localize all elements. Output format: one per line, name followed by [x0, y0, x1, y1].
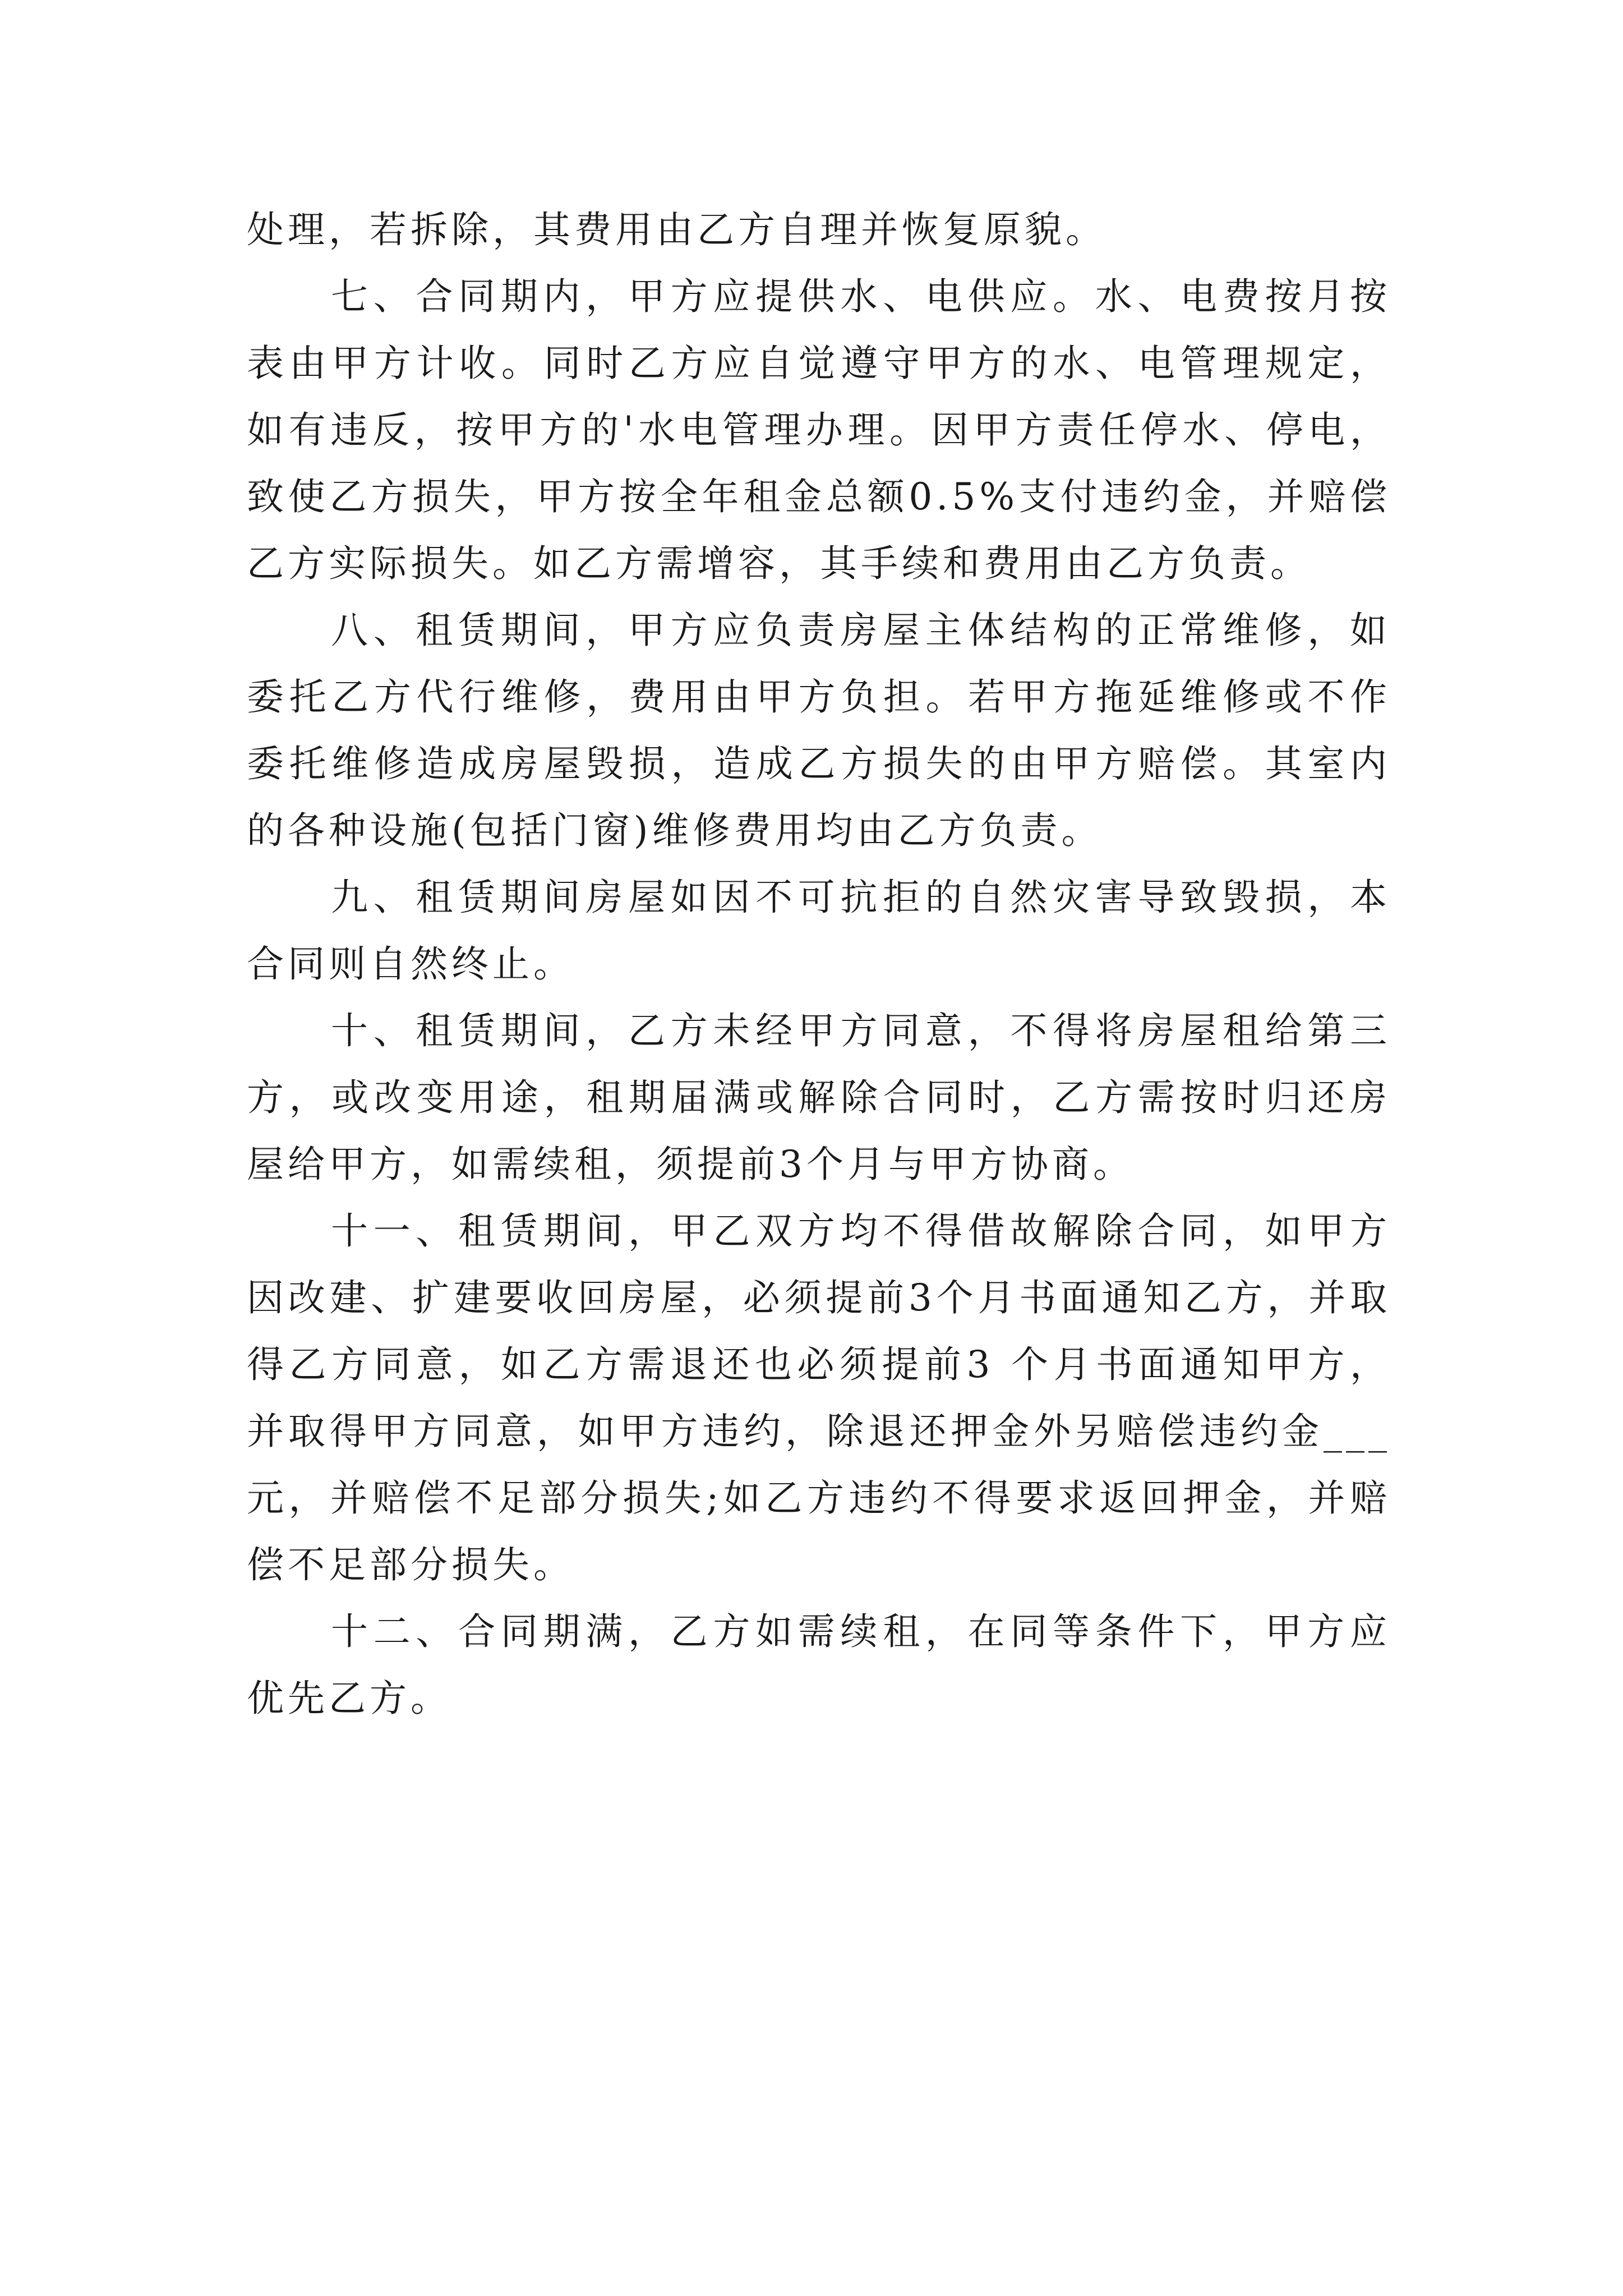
document-body	[247, 196, 1391, 1732]
paragraph-clause-11: 十一、租赁期间，甲乙双方均不得借故解除合同，如甲方因改建、扩建要收回房屋，必须提前3个月书面通知乙方，并取得乙方同意，如乙方需退还也必须提前3 个月书面通知甲方，并取得甲方同意，如甲方违约，除退还押金外另赔偿违约金___元，并赔偿不足部分损失;如乙方违约不得要求返回押金，并赔偿不足部分损失。	[247, 1209, 1391, 1586]
paragraph-clause-10: 十、租赁期间，乙方未经甲方同意，不得将房屋租给第三方，或改变用途，租期届满或解除合同时，乙方需按时归还房屋给甲方，如需续租，须提前3个月与甲方协商。	[247, 1009, 1391, 1186]
paragraph-clause-9: 九、租赁期间房屋如因不可抗拒的自然灾害导致毁损，本合同则自然终止。	[247, 876, 1391, 986]
paragraph-continuation: 处理，若拆除，其费用由乙方自理并恢复原貌。	[247, 208, 1106, 251]
paragraph-clause-8: 八、租赁期间，甲方应负责房屋主体结构的正常维修，如委托乙方代行维修，费用由甲方负担。若甲方拖延维修或不作委托维修造成房屋毁损，造成乙方损失的由甲方赔偿。其室内的各种设施(包括门窗)维修费用均由乙方负责。	[247, 609, 1391, 852]
paragraph-clause-12: 十二、合同期满，乙方如需续租，在同等条件下，甲方应优先乙方。	[247, 1610, 1391, 1720]
paragraph-clause-7: 七、合同期内，甲方应提供水、电供应。水、电费按月按表由甲方计收。同时乙方应自觉遵守甲方的水、电管理规定，如有违反，按甲方的'水电管理办理。因甲方责任停水、停电，致使乙方损失，甲方按全年租金总额0.5%支付违约金，并赔偿乙方实际损失。如乙方需增容，其手续和费用由乙方负责。	[247, 275, 1391, 585]
